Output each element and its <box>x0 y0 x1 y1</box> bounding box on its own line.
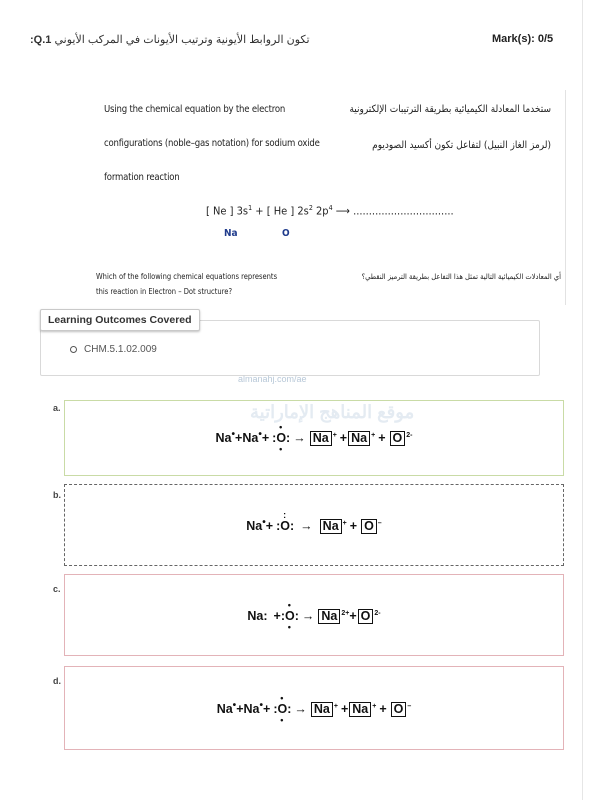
na-symbol: Na <box>215 431 232 446</box>
option-d-formula <box>65 693 563 726</box>
na-symbol: Na <box>242 431 259 446</box>
o-symbol: O <box>276 431 287 446</box>
eq-left-sup: 1 <box>248 204 253 212</box>
question-image <box>96 92 561 302</box>
bullet-circle-icon <box>70 346 77 353</box>
oxygen-dot-structure <box>273 693 292 726</box>
plus-sign: + <box>273 609 281 623</box>
eq-right-sup1: 2 <box>308 204 313 212</box>
option-c-letter: c. <box>53 584 61 594</box>
reaction-arrow: → <box>293 431 306 446</box>
plus-sign: + <box>379 702 387 717</box>
eq-arrow: ⟶ ................................ <box>332 204 454 218</box>
o-ion: O <box>390 431 406 446</box>
o-symbol: O <box>284 609 295 623</box>
oxygen-dot-structure <box>280 600 299 632</box>
electron-dot: • <box>287 622 292 632</box>
electron-dot: • <box>279 444 284 455</box>
na-symbol: Na <box>216 702 233 717</box>
ion-charge: + <box>372 703 377 710</box>
question2-line-en-2: this reaction in Electron – Dot structure? <box>96 287 233 296</box>
question-title-text: تكون الروابط الأيونية وترتيب الأيونات في المركب الأيوني <box>54 34 310 46</box>
question-line-en-3: formation reaction <box>104 172 180 183</box>
option-c[interactable] <box>64 574 564 656</box>
option-a-formula <box>65 422 563 455</box>
ion-charge: 2- <box>374 609 381 617</box>
plus-sign: + <box>378 431 386 446</box>
ion-charge: + <box>333 703 338 710</box>
electron-dot: • <box>279 422 284 433</box>
na-ion: Na <box>320 519 342 534</box>
na-ion: Na <box>311 702 333 717</box>
question2-line-ar: أي المعادلات الكيميائية التالية تمثل هذا التفاعل بطريقة الترميز النقطي؟ <box>361 272 561 281</box>
ion-charge: + <box>332 432 337 439</box>
configuration-equation <box>206 204 454 218</box>
ion-charge: – <box>377 520 382 527</box>
plus-sign: + <box>340 702 349 717</box>
plus-sign: + <box>261 431 270 446</box>
reaction-arrow: → <box>294 702 307 717</box>
question-image-divider <box>565 90 566 305</box>
plus-sign: + <box>265 519 274 534</box>
question-title <box>30 33 310 46</box>
eq-left: [ Ne ] 3s <box>206 204 249 218</box>
label-na: Na <box>224 228 238 239</box>
eq-right-mid: 2p <box>312 204 329 218</box>
electron-dot: • <box>232 700 237 711</box>
electron-dot: • <box>259 700 263 711</box>
label-o: O <box>282 228 290 239</box>
na-symbol: Na <box>246 519 263 534</box>
question-line-en-2: configurations (noble–gas notation) for sodium oxide <box>104 138 320 149</box>
plus-sign: + <box>349 609 357 623</box>
ion-charge: 2+ <box>341 609 350 617</box>
lone-pair: : <box>276 519 281 534</box>
plus-sign: + <box>339 431 348 446</box>
question-number: Q.1: <box>30 34 52 46</box>
option-b[interactable] <box>64 484 564 566</box>
plus-sign: + <box>235 431 243 446</box>
o-ion: O <box>391 702 407 717</box>
reaction-arrow: → <box>301 609 315 623</box>
option-b-letter: b. <box>53 490 61 500</box>
lone-pair: : <box>263 609 268 623</box>
lone-pair: : <box>272 431 277 446</box>
na-symbol: Na <box>243 702 260 717</box>
question-line-ar-2: (لرمز الغاز النبيل) لتفاعل تكون أكسيد الصوديوم <box>372 140 551 151</box>
lone-pair: : <box>273 702 278 717</box>
eq-right-sup2: 4 <box>328 204 333 212</box>
electron-dot: • <box>231 429 236 440</box>
option-b-formula <box>65 510 563 534</box>
eq-plus: + <box>252 204 267 218</box>
lone-pair: : <box>286 431 291 446</box>
reaction-arrow: → <box>300 519 313 534</box>
option-a[interactable] <box>64 400 564 476</box>
ion-charge: + <box>342 520 347 527</box>
watermark-url: almanahj.com/ae <box>238 374 307 384</box>
learning-outcome-item <box>70 344 157 355</box>
lone-pair: : <box>287 702 292 717</box>
electron-dot: • <box>258 429 262 440</box>
electron-dot: • <box>280 715 285 726</box>
o-ion: O <box>361 519 377 534</box>
lone-pair: : <box>280 609 285 623</box>
mark-score: Mark(s): 0/5 <box>492 33 554 45</box>
eq-right: [ He ] 2s <box>266 204 309 218</box>
watermark-text: موقع المناهج الإماراتية <box>250 402 415 422</box>
right-divider <box>582 0 583 800</box>
learning-outcomes-title: Learning Outcomes Covered <box>40 309 200 331</box>
option-a-letter: a. <box>53 403 61 413</box>
option-d-letter: d. <box>53 676 61 686</box>
question2-line-en-1: Which of the following chemical equations represents <box>96 272 278 281</box>
ion-charge: + <box>371 432 376 439</box>
question-line-en-1: Using the chemical equation by the electron <box>104 104 286 115</box>
question-header <box>0 0 608 70</box>
o-symbol: O <box>280 519 290 534</box>
plus-sign: + <box>349 519 358 534</box>
o-ion: O <box>358 609 374 624</box>
ion-charge: 2- <box>406 432 413 439</box>
plus-sign: + <box>263 702 271 717</box>
lone-pair: : <box>283 510 288 521</box>
o-symbol: O <box>277 702 288 717</box>
option-d[interactable] <box>64 666 564 750</box>
plus-sign: + <box>236 702 244 717</box>
na-ion: Na <box>349 702 371 717</box>
na-ion: Na <box>348 431 370 446</box>
electron-dot: • <box>280 693 285 704</box>
na-symbol: Na <box>247 609 264 623</box>
learning-outcome-code: CHM.5.1.02.009 <box>84 344 157 355</box>
na-ion: Na <box>318 609 340 624</box>
oxygen-dot-structure <box>276 510 295 534</box>
ion-charge: – <box>407 703 412 710</box>
electron-dot: • <box>262 517 266 528</box>
na-ion: Na <box>310 431 332 446</box>
oxygen-dot-structure <box>272 422 291 455</box>
lone-pair: : <box>294 609 299 623</box>
lone-pair: : <box>290 519 295 534</box>
option-c-formula <box>65 600 563 632</box>
electron-dot: • <box>287 600 292 610</box>
question-line-ar-1: ستخدما المعادلة الكيميائية بطريقة الترتيبات الإلكترونية <box>349 104 551 115</box>
